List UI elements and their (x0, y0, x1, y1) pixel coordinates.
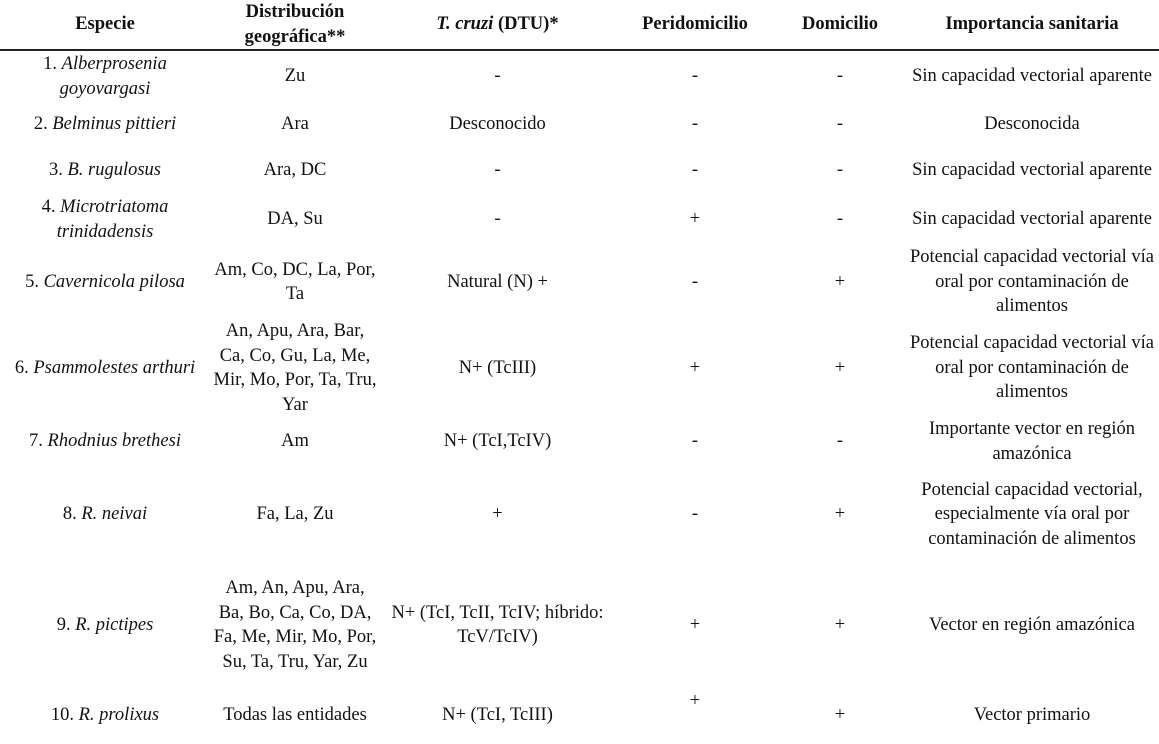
table-row (0, 102, 1159, 147)
tcruzi-cell: N+ (TcI,TcIV) (443, 431, 552, 452)
table-row (0, 319, 1159, 417)
species-number: 5. (25, 271, 39, 292)
header-especie: Especie (0, 0, 210, 50)
species-name: Rhodnius brethesi (47, 431, 181, 452)
peridomicilio-cell: - (691, 431, 699, 452)
species-cell (0, 194, 210, 245)
peridomicilio-cell: + (689, 357, 701, 378)
species-cell (0, 466, 210, 563)
species-number: 7. (29, 431, 43, 452)
table-row (0, 245, 1159, 319)
table-row (0, 466, 1159, 563)
tcruzi-cell: - (494, 209, 501, 230)
header-tcruzi-rest: (DTU)* (493, 14, 559, 35)
distribution-cell: Todas las entidades (223, 705, 367, 726)
tcruzi-cell: Desconocido (449, 114, 546, 135)
importancia-cell: Sin capacidad vectorial aparente (912, 66, 1152, 87)
species-name: Microtriatoma trinidadensis (56, 197, 169, 242)
table-row (0, 687, 1159, 744)
domicilio-cell: + (834, 614, 846, 635)
distribution-cell: Ara, DC (263, 160, 327, 181)
species-cell (0, 50, 210, 102)
species-cell (0, 417, 210, 466)
domicilio-cell: - (836, 66, 844, 87)
importancia-cell: Vector primario (973, 705, 1091, 726)
header-domicilio: Domicilio (775, 0, 905, 50)
domicilio-cell: - (836, 160, 844, 181)
species-cell (0, 319, 210, 417)
table-row (0, 147, 1159, 194)
species-number: 10. (50, 705, 74, 726)
table-row (0, 563, 1159, 687)
importancia-cell: Sin capacidad vectorial aparente (912, 160, 1152, 181)
species-name: Belminus pittieri (52, 114, 177, 135)
species-cell (0, 147, 210, 194)
species-cell (0, 245, 210, 319)
tcruzi-cell: Natural (N) + (447, 271, 548, 292)
species-number: 3. (48, 160, 63, 181)
header-importancia: Importancia sanitaria (905, 0, 1159, 50)
domicilio-cell: - (836, 209, 844, 230)
species-name: Cavernicola pilosa (43, 271, 185, 292)
distribution-cell: Ara (281, 114, 309, 135)
species-cell (0, 102, 210, 147)
domicilio-cell: + (834, 504, 846, 525)
tcruzi-cell: - (494, 160, 501, 181)
importancia-cell: Potencial capacidad vectorial vía oral por contaminación de alimentos (910, 333, 1154, 403)
table-row (0, 417, 1159, 466)
peridomicilio-cell: - (691, 66, 699, 87)
species-name: R. neivai (81, 504, 148, 525)
table-row (0, 50, 1159, 102)
peridomicilio-cell: - (691, 271, 699, 292)
peridomicilio-cell: + (689, 209, 701, 230)
species-name: B. rugulosus (67, 160, 162, 181)
header-row (0, 0, 1159, 50)
importancia-cell: Potencial capacidad vectorial, especialmente vía oral por contaminación de alimentos (921, 479, 1143, 549)
distribution-cell: Am, Co, DC, La, Por, Ta (214, 259, 376, 304)
species-cell (0, 563, 210, 687)
peridomicilio-cell: + (689, 691, 701, 711)
species-name: R. prolixus (78, 705, 160, 726)
tcruzi-cell: N+ (TcIII) (458, 357, 537, 378)
species-number: 6. (14, 357, 29, 378)
domicilio-cell: + (834, 705, 846, 726)
importancia-cell: Desconocida (984, 114, 1080, 135)
header-tcruzi (380, 0, 615, 50)
domicilio-cell: - (836, 431, 844, 452)
distribution-cell: Am (281, 431, 309, 452)
header-distribucion: Distribución geográfica** (210, 0, 380, 50)
distribution-cell: DA, Su (267, 209, 323, 230)
importancia-cell: Vector en región amazónica (929, 614, 1135, 635)
domicilio-cell: + (834, 357, 846, 378)
peridomicilio-cell: + (689, 614, 701, 635)
species-number: 4. (41, 197, 56, 217)
distribution-cell: Am, An, Apu, Ara, Ba, Bo, Ca, Co, DA, Fa, Me, Mir, Mo, Por, Su, Ta, Tru, Yar, Zu (213, 578, 377, 672)
table-row (0, 194, 1159, 245)
species-number: 1. (43, 54, 58, 74)
peridomicilio-cell: - (691, 504, 699, 525)
species-number: 2. (33, 114, 48, 135)
species-cell (0, 687, 210, 744)
domicilio-cell: + (834, 271, 846, 292)
peridomicilio-cell: - (691, 160, 699, 181)
tcruzi-cell: N+ (TcI, TcIII) (442, 705, 553, 726)
importancia-cell: Potencial capacidad vectorial vía oral por contaminación de alimentos (910, 247, 1154, 317)
tcruzi-cell: N+ (TcI, TcII, TcIV; híbrido: TcV/TcIV) (391, 602, 604, 647)
tcruzi-cell: + (492, 504, 503, 525)
header-tcruzi-italic: T. cruzi (436, 14, 494, 35)
distribution-cell: An, Apu, Ara, Bar, Ca, Co, Gu, La, Me, Mir, Mo, Por, Ta, Tru, Yar (213, 321, 377, 415)
header-peridomicilio: Peridomicilio (615, 0, 775, 50)
species-name: R. pictipes (75, 614, 154, 635)
importancia-cell: Sin capacidad vectorial aparente (912, 209, 1152, 230)
distribution-cell: Zu (284, 66, 306, 87)
species-number: 8. (62, 504, 77, 525)
peridomicilio-cell: - (691, 114, 699, 135)
distribution-cell: Fa, La, Zu (256, 504, 334, 525)
domicilio-cell: - (836, 114, 844, 135)
species-name: Psammolestes arthuri (33, 357, 196, 378)
tcruzi-cell: - (494, 66, 501, 87)
species-name: Alberprosenia goyovargasi (59, 54, 167, 99)
species-number: 9. (56, 614, 71, 635)
importancia-cell: Importante vector en región amazónica (929, 419, 1135, 464)
